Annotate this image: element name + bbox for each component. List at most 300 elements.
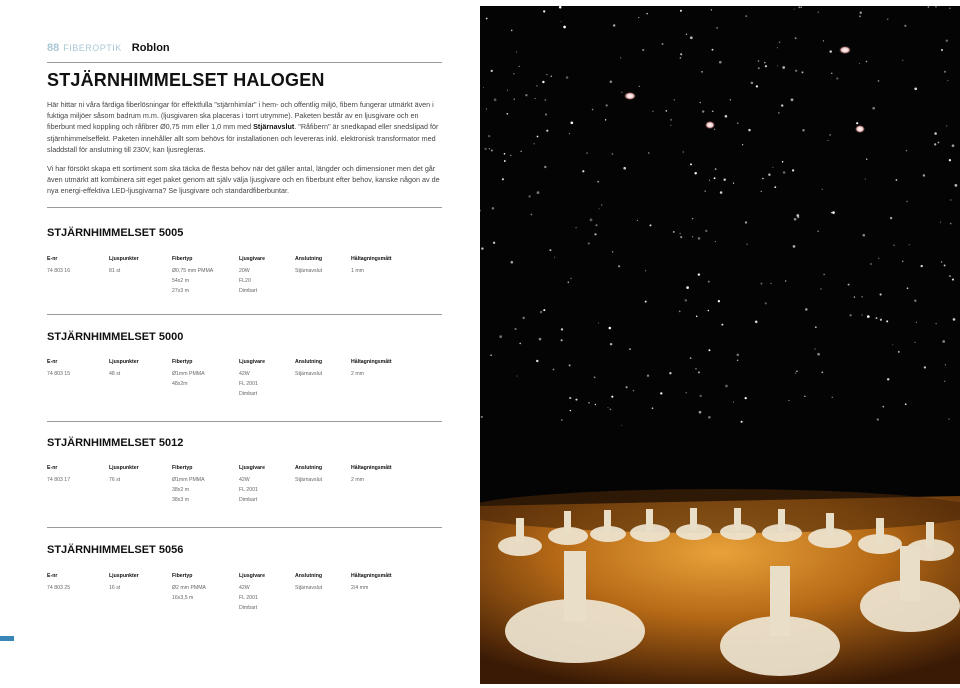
star-dot [832, 397, 833, 398]
star-dot [746, 244, 747, 245]
star-dot [570, 410, 571, 411]
star-dot [788, 400, 789, 401]
table-header-cell: Fibertyp [172, 573, 193, 579]
star-dot [955, 184, 958, 187]
table-cell: 74 803 16 [47, 268, 71, 274]
star-dot [950, 199, 951, 200]
table-cell: 38x2 m [172, 487, 190, 493]
star-dot [537, 191, 540, 194]
star-dot [575, 227, 577, 229]
star-dot [605, 119, 606, 120]
star-dot [535, 98, 536, 99]
star-dot [494, 98, 497, 101]
table-header-cell: Fibertyp [172, 359, 193, 365]
star-dot [680, 236, 682, 238]
star-dot [613, 24, 615, 26]
star-dot [944, 264, 946, 266]
star-dot [502, 178, 504, 180]
star-dot [730, 99, 731, 100]
table-cell: Stjärnavslut [295, 268, 323, 274]
star-dot [708, 310, 710, 312]
table-column [172, 359, 205, 389]
star-dot [880, 293, 882, 295]
star-dot [686, 286, 689, 289]
star-dot [537, 136, 539, 138]
table-header-cell: E-nr [47, 359, 58, 365]
table-header-cell: Ljuspunkter [109, 465, 139, 471]
star-dot [694, 172, 696, 174]
star-dot [909, 244, 910, 245]
star-dot [523, 317, 525, 319]
star-dot [484, 148, 486, 150]
star-dot [878, 258, 879, 259]
table-header-cell: Håltagningsmått [351, 256, 392, 262]
star-dot [642, 49, 644, 51]
star-dot [827, 140, 828, 141]
star-dot [626, 386, 628, 388]
star-dot [566, 76, 568, 78]
table-header-cell: Fibertyp [172, 465, 193, 471]
star-dot [652, 407, 654, 409]
star-dot [486, 108, 487, 109]
star-dot [540, 311, 543, 314]
table-cell: Ø1mm PMMA [172, 371, 205, 377]
star-dot [902, 261, 903, 262]
star-dot [737, 360, 738, 361]
star-dot [823, 274, 824, 275]
table-cell: 16 st [109, 585, 121, 591]
star-dot [708, 349, 710, 351]
star-dot [924, 366, 926, 368]
star-dot [718, 300, 720, 302]
table-header-cell: Anslutning [295, 465, 323, 471]
star-dot [814, 348, 815, 349]
table-cell: FL20 [239, 278, 251, 284]
star-dot [821, 371, 823, 373]
star-dot [942, 340, 945, 343]
table-column [295, 573, 322, 593]
star-dot [546, 74, 547, 75]
table-cell: Dimbart [239, 497, 258, 503]
star-dot [660, 392, 662, 394]
table-column [47, 256, 70, 276]
star-dot [791, 98, 794, 101]
star-dot [822, 189, 823, 190]
star-dot [563, 26, 566, 29]
star-dot [612, 153, 614, 155]
star-dot [601, 205, 602, 206]
page-header [47, 41, 170, 55]
star-dot [513, 73, 514, 74]
star-dot [783, 171, 786, 174]
star-dot [637, 220, 638, 221]
page-tab-marker [0, 636, 14, 641]
star-dot [545, 113, 547, 115]
table-cell: 42W [239, 585, 250, 591]
star-dot [944, 381, 945, 382]
star-dot [770, 283, 771, 284]
intro-text-cont: . "Råfibern" är snedkapad eller snedslipad för stjärnhimmelseffekt. Paketen innehåller allt som behövs för installationen och levereras inkl. elektronisk transformator med sladdstall för anslutning till 230V, kan ljusregleras. [47, 122, 439, 154]
star-dot [906, 150, 907, 151]
product-title: STJÄRNHIMMELSET 5000 [47, 331, 184, 343]
star-dot [680, 57, 682, 59]
star-dot [568, 281, 569, 282]
product-title: STJÄRNHIMMELSET 5005 [47, 227, 184, 239]
star-dot [944, 71, 946, 73]
table-column [239, 465, 265, 505]
star-dot [796, 370, 797, 371]
star-dot [795, 70, 797, 72]
star-dot [645, 301, 647, 303]
star-dot [950, 223, 952, 225]
table-header-cell: E-nr [47, 465, 58, 471]
star-dot [940, 222, 941, 223]
star-dot [720, 191, 723, 194]
star-dot [499, 335, 502, 338]
divider [47, 421, 442, 422]
star-dot [598, 322, 599, 323]
brand-logo: Roblon [131, 42, 170, 54]
table-cell: Dimbart [239, 391, 258, 397]
star-dot [916, 322, 917, 323]
table-header-cell: E-nr [47, 256, 58, 262]
star-dot [708, 281, 710, 283]
star-dot [553, 369, 555, 371]
star-dot [652, 111, 653, 112]
star-dot [506, 113, 508, 115]
star-dot [698, 237, 701, 240]
star-dot [561, 419, 563, 421]
star-dot [904, 25, 906, 27]
star-dot [737, 354, 740, 357]
table-column [239, 573, 265, 613]
table-header-cell: Fibertyp [172, 256, 193, 262]
star-dot [590, 219, 593, 222]
star-dot [733, 402, 734, 403]
divider [47, 207, 442, 208]
star-dot [876, 317, 878, 319]
star-dot [823, 40, 824, 41]
star-dot [795, 372, 796, 373]
star-dot [597, 181, 599, 183]
star-dot [785, 280, 786, 281]
star-dot [670, 119, 672, 121]
star-dot [610, 409, 612, 411]
star-dot [861, 314, 862, 315]
star-dot [607, 407, 608, 408]
star-dot [711, 9, 712, 10]
star-dot [914, 300, 916, 302]
star-dot [609, 327, 612, 330]
star-dot [848, 284, 850, 286]
star-dot [886, 320, 888, 322]
star-dot [647, 375, 649, 377]
table-column [239, 256, 265, 296]
table-header-cell: Ljusgivare [239, 359, 265, 365]
star-dot [481, 416, 483, 418]
star-dot [777, 47, 778, 48]
star-dot [946, 125, 947, 126]
star-dot [679, 233, 680, 234]
star-dot [856, 122, 858, 124]
star-dot [755, 320, 758, 323]
star-dot [493, 242, 495, 244]
star-dot [483, 87, 484, 88]
star-dot [914, 342, 915, 343]
star-dot [611, 396, 613, 398]
divider [47, 314, 442, 315]
table-cell: 2 mm [351, 477, 364, 483]
star-dot [561, 339, 563, 341]
star-dot [595, 224, 597, 226]
star-dot [680, 10, 682, 12]
star-dot [772, 167, 773, 168]
intro-bold-term: Stjärnavslut [253, 122, 295, 132]
star-dot [820, 288, 821, 289]
table-cell: 48x2m [172, 381, 188, 387]
star-dot [489, 148, 490, 149]
star-dot [777, 65, 778, 66]
star-dot [490, 354, 492, 356]
star-dot [870, 263, 872, 265]
table-header-cell: Anslutning [295, 573, 323, 579]
star-dot [692, 218, 693, 219]
star-dot [714, 177, 716, 179]
star-dot [488, 135, 490, 137]
star-dot [941, 261, 943, 263]
table-cell: 38x3 m [172, 497, 190, 503]
star-dot [802, 71, 804, 73]
star-dot [544, 99, 546, 101]
star-dot [692, 236, 693, 237]
star-dot [559, 6, 562, 8]
table-cell: 74 803 15 [47, 371, 71, 377]
star-dot [745, 221, 747, 223]
star-dot [715, 168, 717, 170]
star-dot [629, 348, 631, 350]
star-dot [525, 94, 527, 96]
table-cell: Stjärnavslut [295, 477, 323, 483]
star-dot [588, 402, 590, 404]
table-cell: FL 2001 [239, 487, 258, 493]
star-dot [595, 404, 596, 405]
star-dot [662, 43, 664, 45]
star-dot [935, 6, 937, 8]
star-dot [762, 178, 764, 180]
star-dot [701, 71, 703, 73]
star-dot [849, 314, 851, 316]
star-dot [648, 152, 649, 153]
table-column [172, 256, 213, 296]
star-dot [690, 36, 693, 39]
star-dot [902, 60, 903, 61]
table-header-cell: Ljuspunkter [109, 359, 139, 365]
star-dot [504, 153, 506, 155]
star-dot [952, 144, 955, 147]
star-dot [569, 364, 571, 366]
star-dot [546, 130, 548, 132]
star-dot [936, 323, 937, 324]
star-dot [882, 406, 884, 408]
star-dot [830, 50, 832, 52]
table-cell: Dimbart [239, 605, 258, 611]
star-dot [765, 65, 767, 67]
star-dot [795, 37, 797, 39]
table-header-cell: Håltagningsmått [351, 465, 392, 471]
table-header-cell: Håltagningsmått [351, 573, 392, 579]
intro-paragraph [47, 99, 442, 155]
star-dot [560, 21, 561, 22]
star-dot [938, 142, 940, 144]
star-dot [778, 112, 780, 114]
star-dot [877, 418, 879, 420]
table-header-cell: Anslutning [295, 256, 323, 262]
star-dot [818, 231, 819, 232]
star-dot [801, 7, 802, 8]
star-dot [491, 149, 493, 151]
star-dot [859, 15, 861, 17]
table-column [239, 359, 265, 399]
star-dot [633, 390, 634, 391]
star-dot [621, 92, 622, 93]
table-cell: 81 st [109, 268, 121, 274]
star-dot [914, 87, 917, 90]
table-cell: Stjärnavslut [295, 585, 323, 591]
star-dot [815, 326, 817, 328]
star-dot [745, 397, 747, 399]
star-dot [639, 86, 640, 87]
star-dot [511, 30, 513, 32]
star-dot [699, 411, 702, 414]
star-dot [854, 296, 855, 297]
star-dot [594, 233, 596, 235]
star-dot [588, 242, 590, 244]
star-dot [544, 166, 546, 168]
table-header-cell: Anslutning [295, 359, 323, 365]
product-title: STJÄRNHIMMELSET 5056 [47, 544, 184, 556]
star-dot [536, 85, 538, 87]
star-dot [618, 265, 620, 267]
table-cell: 42W [239, 477, 250, 483]
star-dot [504, 160, 506, 162]
star-dot [804, 396, 805, 397]
star-dot [896, 179, 898, 181]
star-dot [742, 144, 743, 145]
star-dot [716, 27, 718, 29]
star-dot [700, 395, 702, 397]
star-dot [690, 357, 692, 359]
star-dot [793, 245, 796, 248]
table-column [109, 359, 139, 379]
star-dot [866, 61, 868, 63]
star-dot [781, 104, 783, 106]
star-dot [802, 129, 804, 131]
star-dot [818, 11, 819, 12]
star-dot [751, 82, 754, 85]
table-column [109, 573, 139, 593]
star-dot [721, 324, 723, 326]
star-dot [515, 328, 517, 330]
table-column [295, 465, 322, 485]
star-dot [920, 265, 922, 267]
star-dot [638, 17, 639, 18]
star-dot [748, 129, 750, 131]
page-title: STJÄRNHIMMELSET HALOGEN [47, 70, 325, 90]
star-dot [492, 207, 494, 209]
star-dot [690, 163, 692, 165]
table-cell: FL 2001 [239, 381, 258, 387]
table-column [172, 573, 206, 603]
product-title: STJÄRNHIMMELSET 5012 [47, 437, 184, 449]
star-dot [741, 421, 743, 423]
star-dot [685, 299, 687, 301]
table-cell: 42W [239, 371, 250, 377]
table-header-cell: Ljuspunkter [109, 256, 139, 262]
star-dot [621, 425, 622, 426]
star-dot [695, 368, 697, 370]
star-dot [805, 308, 808, 311]
star-dot [510, 155, 511, 156]
star-dot [549, 249, 551, 251]
star-dot [928, 6, 930, 8]
star-dot [680, 53, 682, 55]
star-dot [543, 309, 545, 311]
star-dot [887, 378, 889, 380]
star-dot [872, 107, 875, 110]
star-dot [758, 60, 760, 62]
table-header-cell: Ljusgivare [239, 573, 265, 579]
star-dot [782, 161, 784, 163]
star-dot [514, 99, 515, 100]
star-dot [831, 73, 832, 74]
star-dot [542, 81, 544, 83]
star-dot [598, 208, 599, 209]
table-header-cell: Ljuspunkter [109, 573, 139, 579]
star-dot [536, 360, 538, 362]
page-number: 88 [47, 42, 60, 54]
star-dot [491, 70, 493, 72]
table-cell: Dimbart [239, 288, 258, 294]
star-dot [764, 62, 765, 63]
star-dot [486, 18, 488, 20]
table-header-cell: Håltagningsmått [351, 359, 392, 365]
star-dot [481, 247, 483, 249]
star-dot [534, 143, 535, 144]
star-dot [779, 41, 781, 43]
star-dot [761, 191, 762, 192]
star-dot [539, 338, 542, 341]
table-column [47, 359, 70, 379]
star-dot [774, 186, 776, 188]
star-dot [949, 8, 950, 9]
star-dot [945, 364, 946, 365]
star-dot [708, 416, 711, 419]
divider [47, 62, 442, 63]
star-dot [865, 179, 866, 180]
table-cell: 2/4 mm [351, 585, 369, 591]
star-dot [905, 403, 907, 405]
star-dot [892, 344, 893, 345]
star-dot [686, 392, 687, 393]
star-dot [531, 214, 533, 216]
star-dot [898, 351, 900, 353]
star-dot [860, 12, 862, 14]
star-dot [528, 195, 530, 197]
star-dot [797, 216, 799, 218]
table-cell: FL 2001 [239, 595, 258, 601]
star-dot [570, 121, 573, 124]
star-dot [947, 80, 948, 81]
